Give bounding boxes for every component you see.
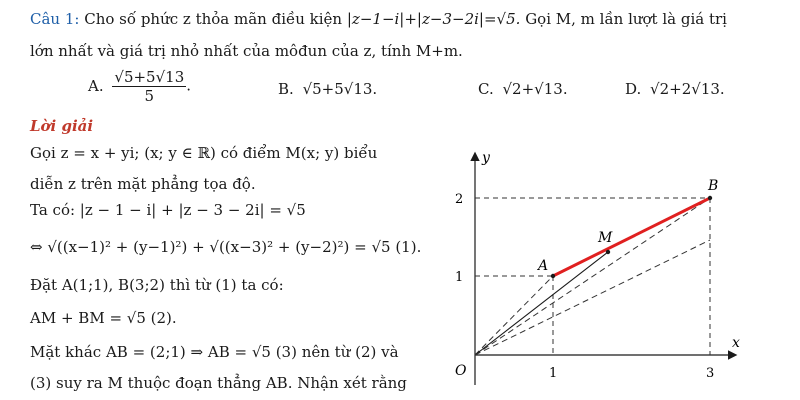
question-label: Câu 1: [30, 10, 80, 28]
x-axis-label: x [732, 335, 740, 351]
solution-label: Lời giải [30, 117, 94, 135]
tick-x1: 1 [549, 366, 558, 381]
option-b [278, 80, 377, 98]
question-line-2: lớn nhất và giá trị nhỏ nhất của môđun của z, tính M+m. [30, 42, 463, 60]
option-d [625, 80, 725, 98]
point-M [606, 250, 610, 254]
solution-line-8: (3) suy ra M thuộc đoạn thẳng AB. Nhận xét rằng [30, 374, 407, 392]
y-axis-label: y [482, 150, 490, 166]
label-A: A [538, 258, 549, 274]
solution-line-1: Gọi z = x + yi; (x; y ∈ ℝ) có điểm M(x; y) biểu [30, 144, 378, 162]
option-a-numerator: √5+5√13 [114, 68, 185, 86]
option-a [88, 68, 191, 105]
solution-line-2: diễn z trên mặt phẳng tọa độ. [30, 175, 256, 193]
question-text-a: Cho số phức z thỏa mãn điều kiện [84, 10, 343, 28]
point-A [551, 274, 555, 278]
tick-y2: 2 [455, 192, 464, 207]
line-OB [475, 198, 710, 355]
option-b-text: √5+5√13. [302, 80, 378, 98]
tick-x3: 3 [706, 366, 715, 381]
segment-AB [553, 198, 710, 276]
option-a-denominator: 5 [144, 87, 155, 105]
label-B: B [708, 178, 719, 194]
solution-line-3: Ta có: |z − 1 − i| + |z − 3 − 2i| = √5 [30, 201, 306, 219]
line-OA [475, 276, 553, 355]
solution-line-4: ⇔ √((x−1)² + (y−1)²) + √((x−3)² + (y−2)²) = √5 (1). [30, 238, 422, 256]
solution-line-6: AM + BM = √5 (2). [30, 309, 177, 327]
origin-label: O [455, 363, 467, 379]
option-a-letter: A. [88, 76, 104, 95]
question-condition: |z−1−i|+|z−3−2i|=√5. [346, 10, 521, 28]
solution-line-5: Đặt A(1;1), B(3;2) thì từ (1) ta có: [30, 276, 284, 294]
question-text-b: Gọi M, m lần lượt là giá trị [525, 10, 727, 28]
question-line-1 [30, 10, 727, 28]
option-a-fraction [112, 68, 186, 105]
option-d-text: √2+2√13. [650, 80, 725, 98]
tick-y1: 1 [455, 270, 464, 285]
option-a-tail: . [186, 76, 192, 95]
option-c [478, 80, 568, 98]
solution-line-7: Mặt khác AB = (2;1) ⇒ AB = √5 (3) nên từ (2) và [30, 343, 399, 361]
option-c-letter: C. [478, 80, 494, 98]
option-c-text: √2+√13. [502, 80, 568, 98]
option-b-letter: B. [278, 80, 294, 98]
coordinate-graph [440, 140, 770, 390]
option-d-letter: D. [625, 80, 642, 98]
point-B [708, 196, 712, 200]
label-M: M [598, 230, 613, 246]
